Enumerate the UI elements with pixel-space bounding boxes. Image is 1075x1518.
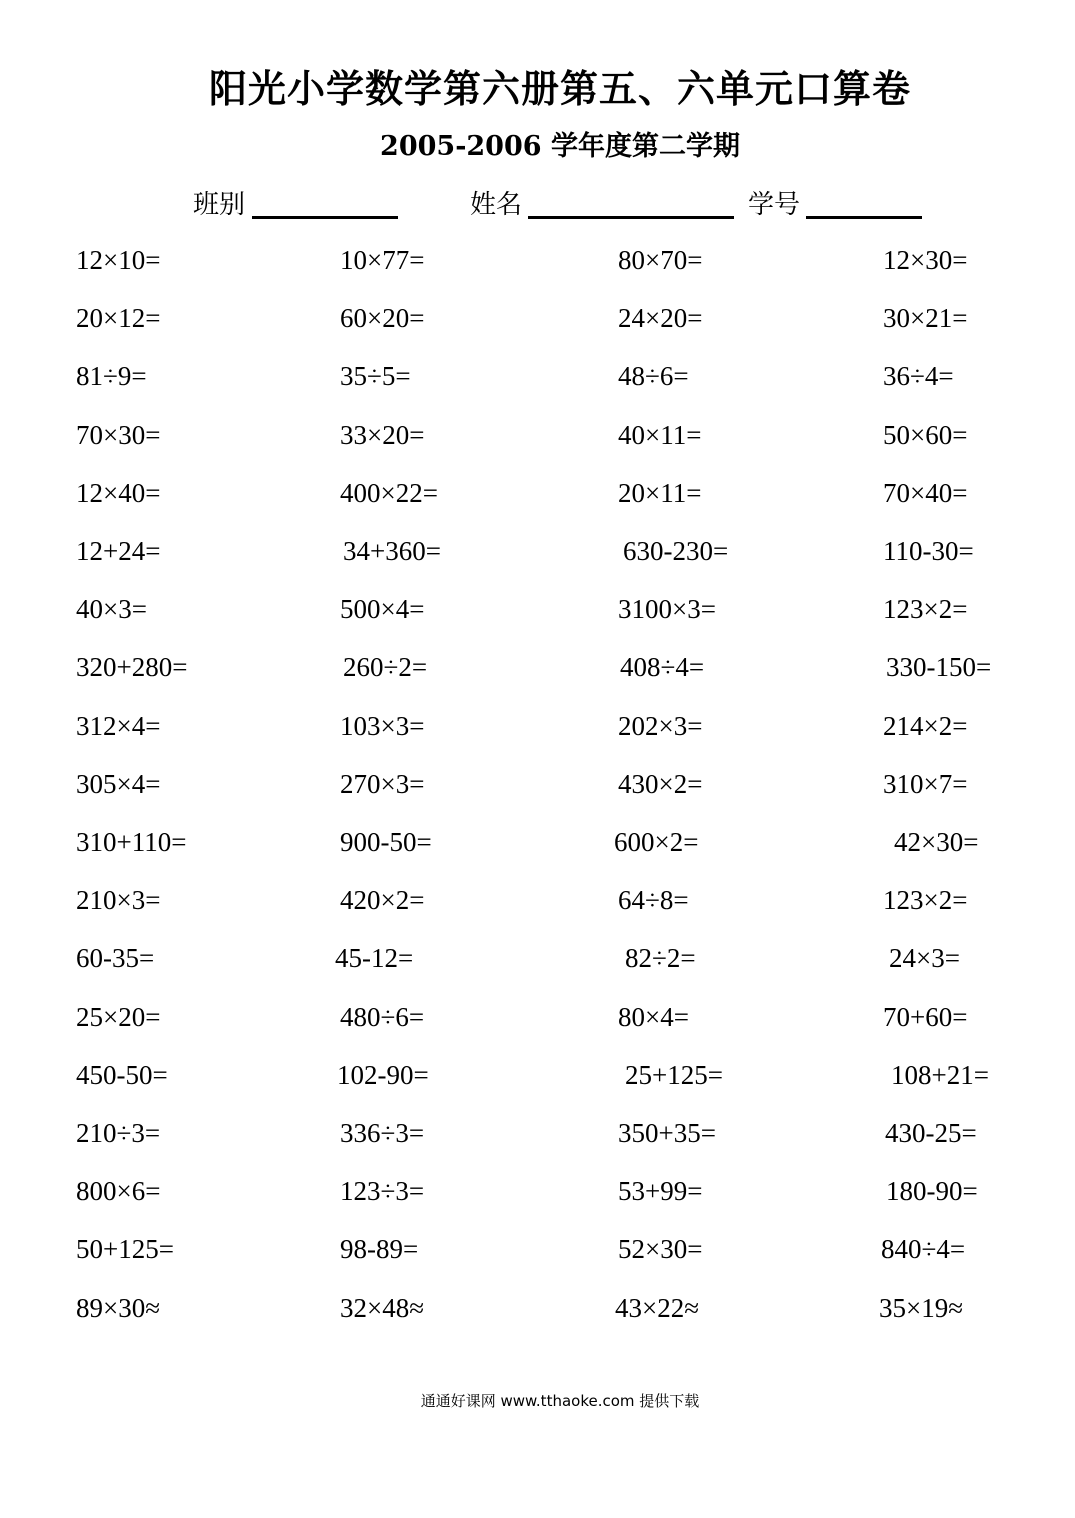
problem-r12-c3: 64÷8= bbox=[618, 885, 689, 915]
problem-r19-c4: 35×19≈ bbox=[879, 1293, 964, 1323]
problem-r11-c2: 900-50= bbox=[340, 827, 432, 857]
problem-r12-c2: 420×2= bbox=[340, 885, 425, 915]
problem-r9-c3: 202×3= bbox=[618, 711, 703, 741]
problem-r10-c4: 310×7= bbox=[883, 769, 968, 799]
problem-r6-c4: 110-30= bbox=[883, 536, 974, 566]
problem-r5-c1: 12×40= bbox=[76, 478, 161, 508]
problem-r5-c4: 70×40= bbox=[883, 478, 968, 508]
problem-r11-c1: 310+110= bbox=[76, 827, 187, 857]
number-label: 学号 bbox=[748, 190, 801, 220]
problem-r9-c1: 312×4= bbox=[76, 711, 161, 741]
problem-r6-c1: 12+24= bbox=[76, 536, 161, 566]
problem-r14-c3: 80×4= bbox=[618, 1002, 689, 1032]
problem-r7-c4: 123×2= bbox=[883, 594, 968, 624]
problem-r13-c1: 60-35= bbox=[76, 943, 155, 973]
problem-r5-c2: 400×22= bbox=[340, 478, 438, 508]
problem-r8-c2: 260÷2= bbox=[343, 652, 428, 682]
problem-r15-c1: 450-50= bbox=[76, 1060, 168, 1090]
problem-r17-c2: 123÷3= bbox=[340, 1176, 425, 1206]
problem-r3-c2: 35÷5= bbox=[340, 361, 411, 391]
problem-r13-c2: 45-12= bbox=[335, 943, 414, 973]
problem-r12-c1: 210×3= bbox=[76, 885, 161, 915]
problem-r7-c1: 40×3= bbox=[76, 594, 147, 624]
problem-r10-c1: 305×4= bbox=[76, 769, 161, 799]
problem-r16-c1: 210÷3= bbox=[76, 1118, 161, 1148]
problem-r6-c3: 630-230= bbox=[623, 536, 729, 566]
problem-r1-c2: 10×77= bbox=[340, 245, 425, 275]
problem-r2-c3: 24×20= bbox=[618, 303, 703, 333]
problem-r17-c3: 53+99= bbox=[618, 1176, 703, 1206]
problem-r19-c3: 43×22≈ bbox=[615, 1293, 700, 1323]
problem-r15-c4: 108+21= bbox=[891, 1060, 989, 1090]
problem-r13-c4: 24×3= bbox=[889, 943, 960, 973]
problem-r18-c3: 52×30= bbox=[618, 1234, 703, 1264]
problem-r15-c2: 102-90= bbox=[337, 1060, 429, 1090]
class-label: 班别 bbox=[193, 190, 246, 220]
problem-r19-c2: 32×48≈ bbox=[340, 1293, 425, 1323]
problem-r6-c2: 34+360= bbox=[343, 536, 441, 566]
problem-r1-c1: 12×10= bbox=[76, 245, 161, 275]
problem-r8-c4: 330-150= bbox=[886, 652, 992, 682]
problem-r17-c1: 800×6= bbox=[76, 1176, 161, 1206]
problem-r10-c2: 270×3= bbox=[340, 769, 425, 799]
problem-r4-c3: 40×11= bbox=[618, 420, 702, 450]
problem-r11-c3: 600×2= bbox=[614, 827, 699, 857]
name-label: 姓名 bbox=[470, 190, 523, 220]
problem-r7-c2: 500×4= bbox=[340, 594, 425, 624]
problem-r5-c3: 20×11= bbox=[618, 478, 702, 508]
problem-r9-c4: 214×2= bbox=[883, 711, 968, 741]
problem-r17-c4: 180-90= bbox=[886, 1176, 978, 1206]
problem-r1-c3: 80×70= bbox=[618, 245, 703, 275]
problem-r10-c3: 430×2= bbox=[618, 769, 703, 799]
problem-r18-c1: 50+125= bbox=[76, 1234, 174, 1264]
problem-r12-c4: 123×2= bbox=[883, 885, 968, 915]
problem-r2-c1: 20×12= bbox=[76, 303, 161, 333]
problem-r16-c4: 430-25= bbox=[885, 1118, 977, 1148]
problem-r7-c3: 3100×3= bbox=[618, 594, 716, 624]
problem-r3-c4: 36÷4= bbox=[883, 361, 954, 391]
problem-r11-c4: 42×30= bbox=[894, 827, 979, 857]
problem-r14-c2: 480÷6= bbox=[340, 1002, 425, 1032]
problem-r16-c3: 350+35= bbox=[618, 1118, 716, 1148]
page-title: 阳光小学数学第六册第五、六单元口算卷 bbox=[208, 66, 911, 111]
problem-r2-c4: 30×21= bbox=[883, 303, 968, 333]
problem-r4-c4: 50×60= bbox=[883, 420, 968, 450]
problem-r1-c4: 12×30= bbox=[883, 245, 968, 275]
problem-r14-c4: 70+60= bbox=[883, 1002, 968, 1032]
problem-r8-c3: 408÷4= bbox=[620, 652, 705, 682]
problem-r2-c2: 60×20= bbox=[340, 303, 425, 333]
problem-r4-c2: 33×20= bbox=[340, 420, 425, 450]
problem-r16-c2: 336÷3= bbox=[340, 1118, 425, 1148]
problem-r13-c3: 82÷2= bbox=[625, 943, 696, 973]
problem-r18-c2: 98-89= bbox=[340, 1234, 419, 1264]
problem-r3-c1: 81÷9= bbox=[76, 361, 147, 391]
problem-r18-c4: 840÷4= bbox=[881, 1234, 966, 1264]
problem-r3-c3: 48÷6= bbox=[618, 361, 689, 391]
problem-r19-c1: 89×30≈ bbox=[76, 1293, 161, 1323]
problem-r8-c1: 320+280= bbox=[76, 652, 188, 682]
page-subtitle: 2005-2006 学年度第二学期 bbox=[380, 131, 740, 162]
problem-r9-c2: 103×3= bbox=[340, 711, 425, 741]
problem-r14-c1: 25×20= bbox=[76, 1002, 161, 1032]
problem-r4-c1: 70×30= bbox=[76, 420, 161, 450]
footer-text: 通通好课网 www.tthaoke.com 提供下载 bbox=[420, 1392, 700, 1410]
problem-r15-c3: 25+125= bbox=[625, 1060, 723, 1090]
